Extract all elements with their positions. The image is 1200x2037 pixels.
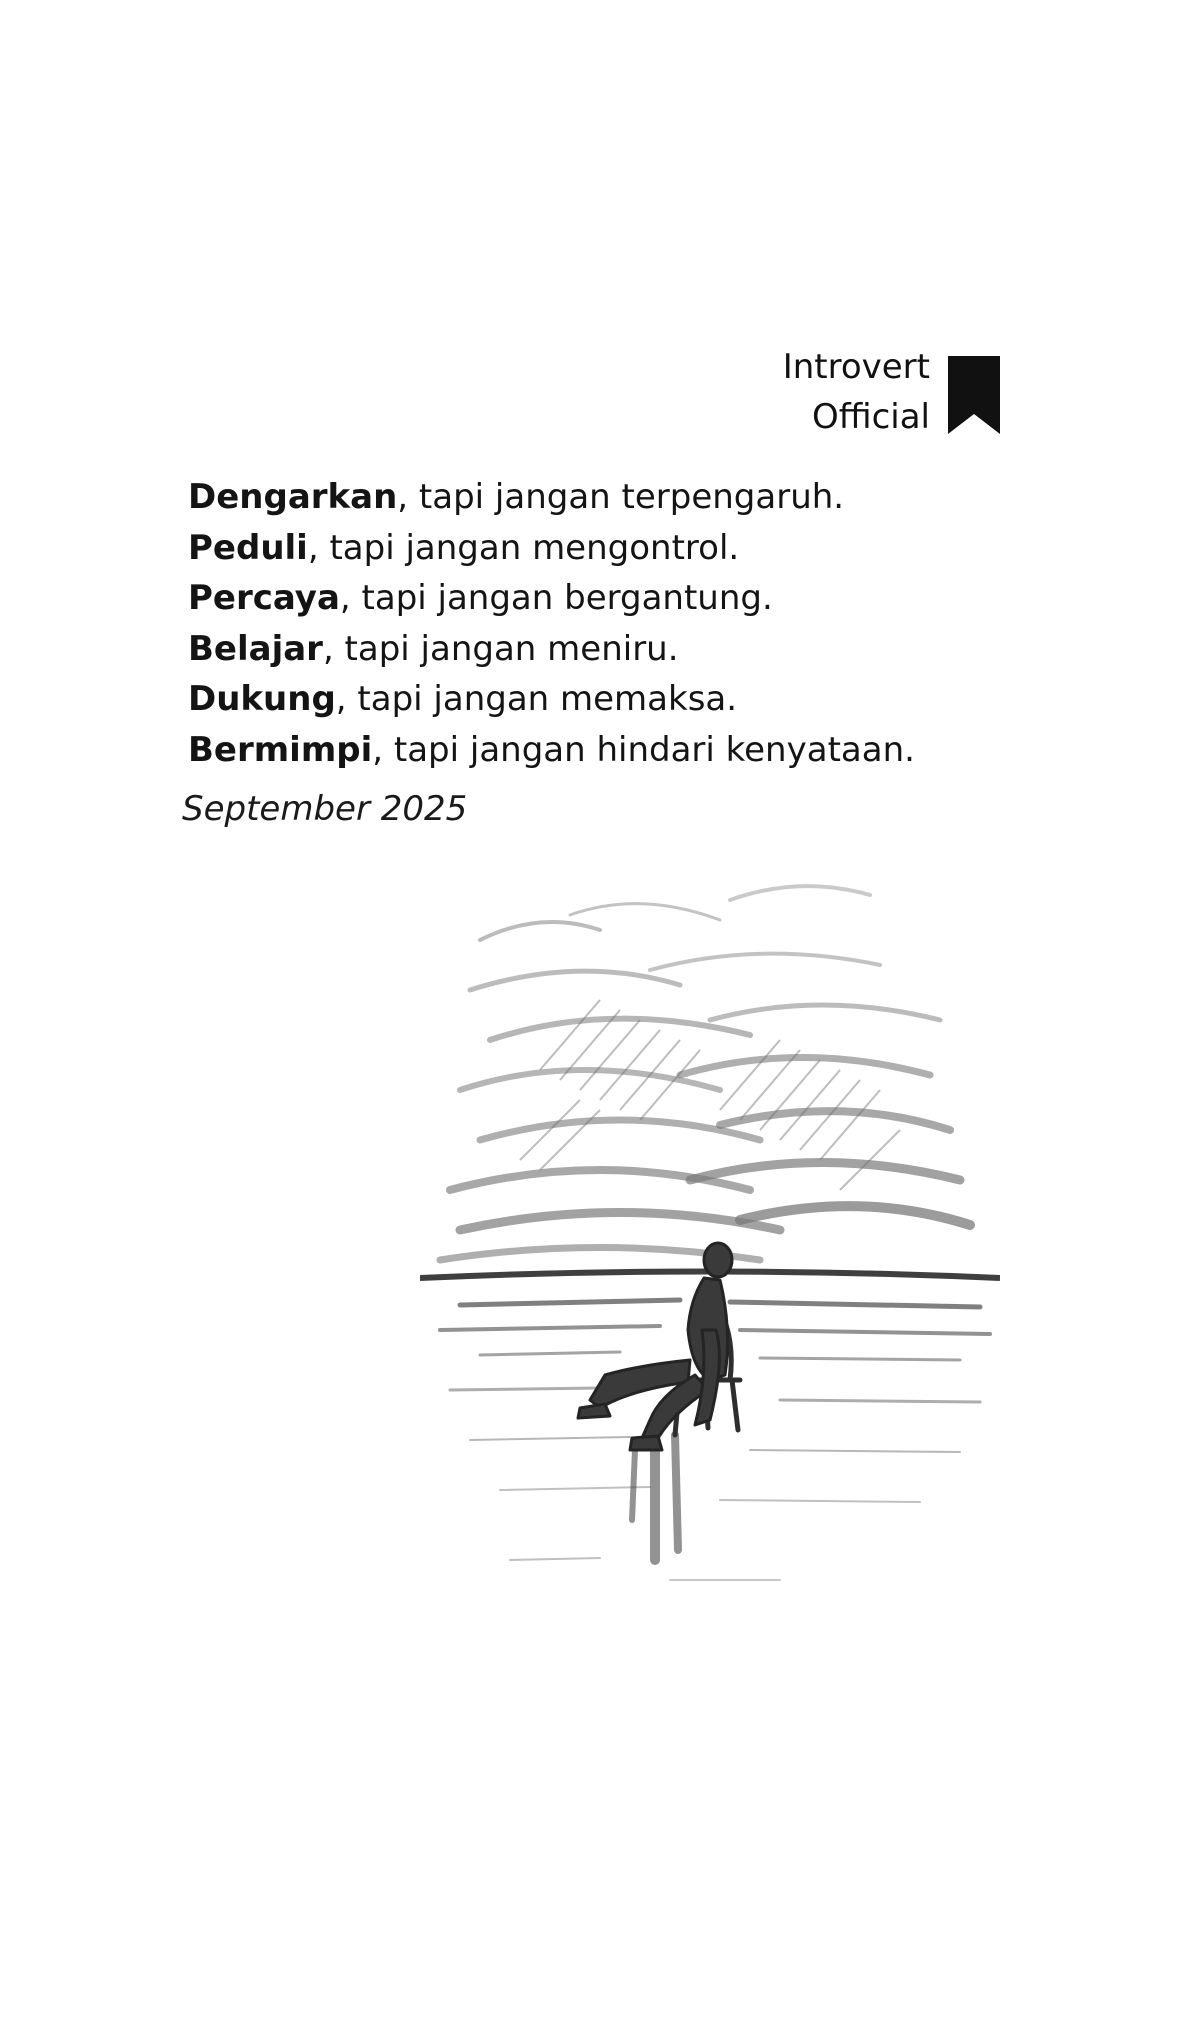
brand-name [783, 342, 930, 442]
bookmark-icon [948, 356, 1000, 434]
quote-keyword: Peduli [188, 527, 308, 568]
quote-text: , tapi jangan mengontrol. [307, 527, 740, 568]
sketch-illustration [420, 860, 1000, 1620]
quote-keyword: Bermimpi [188, 729, 373, 770]
quote-text: , tapi jangan memaksa. [335, 679, 738, 719]
quote-keyword: Dengarkan [188, 477, 398, 517]
quote-keyword: Belajar [188, 628, 323, 669]
quote-line [188, 725, 1088, 776]
quote-keyword: Dukung [188, 679, 336, 719]
quote-keyword: Percaya [188, 578, 340, 618]
figure-reflection [632, 1435, 678, 1560]
quote-text: , tapi jangan hindari kenyataan. [372, 729, 915, 770]
brand-line-1: Introvert [782, 347, 930, 387]
quote-text: , tapi jangan meniru. [322, 628, 679, 669]
quote-line [188, 674, 1088, 725]
quote-line [188, 523, 1088, 574]
quote-line [188, 472, 1088, 523]
quote-text: , tapi jangan terpengaruh. [397, 477, 845, 517]
quote-text: , tapi jangan bergantung. [339, 578, 773, 618]
quote-block [188, 472, 1088, 775]
quote-line [188, 573, 1088, 624]
brand-line-2: Official [811, 397, 930, 437]
sky-strokes [440, 886, 970, 1260]
brand-header [760, 342, 1010, 442]
date-label: September 2025 [182, 789, 468, 829]
quote-line [188, 624, 1088, 675]
